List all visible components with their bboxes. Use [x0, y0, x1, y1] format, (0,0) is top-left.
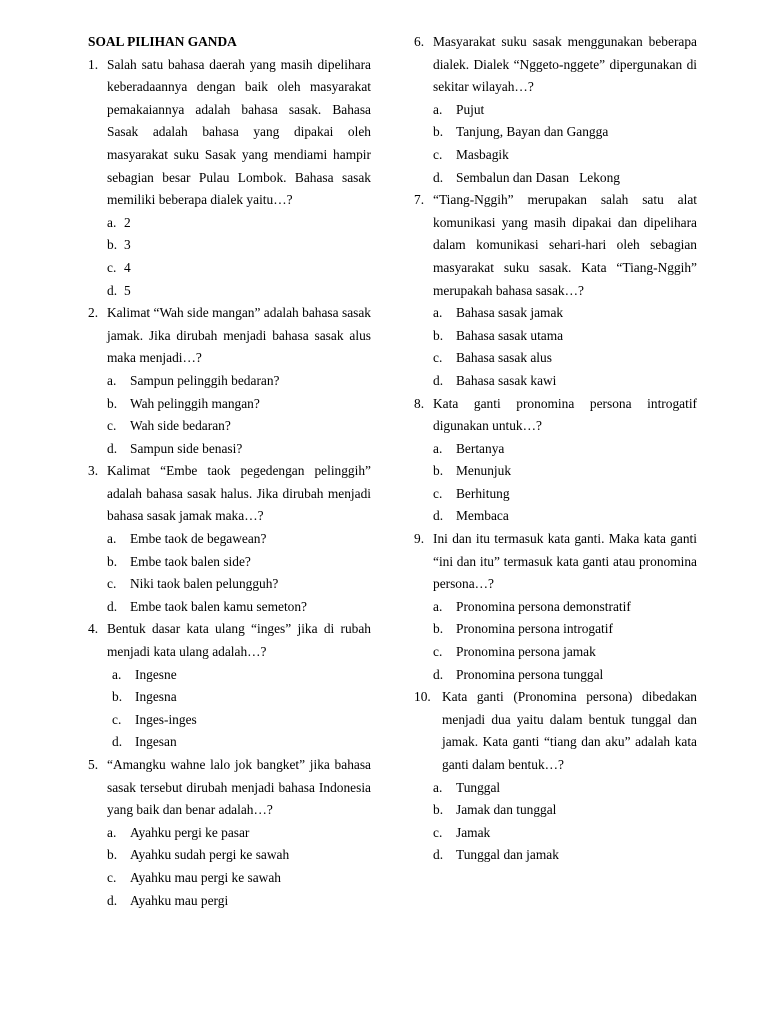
option-text: Tunggal: [456, 779, 501, 795]
question-text: Bentuk dasar kata ulang “inges” jika di rubah menjadi kata ulang adalah…?: [107, 621, 371, 660]
option-letter: c.: [433, 824, 443, 840]
question-text: “Amangku wahne lalo jok bangket” jika bahasa sasak tersebut dirubah menjadi bahasa Indonesia yang baik dan benar adalah…?: [107, 757, 371, 818]
option-letter: b.: [433, 463, 444, 479]
option-text: Ayahku mau pergi ke sawah: [130, 869, 281, 885]
question-10: [414, 686, 697, 776]
question-5: [88, 754, 371, 822]
option-3d: [107, 596, 371, 619]
option-text: Tunggal dan jamak: [456, 847, 559, 863]
option-letter: a.: [433, 305, 443, 321]
option-text: Embe taok balen side?: [130, 553, 251, 569]
option-8b: [433, 460, 697, 483]
option-letter: a.: [107, 214, 117, 230]
option-2b: [107, 393, 371, 416]
option-letter: c.: [433, 485, 443, 501]
question-number: 6.: [414, 34, 425, 49]
option-2d: [107, 438, 371, 461]
option-4a: [112, 664, 371, 687]
option-text: Ingesan: [135, 734, 177, 750]
option-7d: [433, 370, 697, 393]
option-letter: d.: [433, 847, 444, 863]
option-text: Embe taok de begawean?: [130, 531, 267, 547]
question-number: 9.: [414, 531, 425, 547]
option-10d: [433, 844, 697, 867]
option-text: Sembalun dan Dasan Lekong: [456, 169, 620, 185]
question-number: 1.: [88, 56, 99, 72]
option-text: 5: [124, 282, 131, 298]
option-text: Sampun pelinggih bedaran?: [130, 372, 280, 388]
option-4b: [112, 686, 371, 709]
option-letter: d.: [107, 892, 118, 908]
question-6: [414, 31, 697, 99]
option-text: 4: [124, 259, 131, 275]
option-6b: [433, 121, 697, 144]
option-letter: c.: [107, 576, 117, 592]
option-text: Berhitung: [456, 485, 510, 501]
right-column: [414, 31, 697, 867]
option-4d: [112, 731, 371, 754]
option-text: Ayahku mau pergi: [130, 892, 229, 908]
option-text: 3: [124, 237, 131, 253]
option-letter: c.: [107, 259, 117, 275]
option-text: Pronomina persona jamak: [456, 644, 596, 660]
option-text: Bahasa sasak jamak: [456, 305, 564, 321]
option-8a: [433, 438, 697, 461]
option-letter: b.: [107, 553, 118, 569]
question-9: [414, 528, 697, 596]
question-3: [88, 460, 371, 528]
option-text: Bertanya: [456, 440, 505, 456]
option-text: Pronomina persona introgatif: [456, 621, 613, 637]
option-letter: a.: [433, 440, 443, 456]
option-text: Ayahku pergi ke pasar: [130, 824, 250, 840]
question-text: Kata ganti (Pronomina persona) dibedakan menjadi dua yaitu dalam bentuk tunggal dan jamak. Kata ganti “tiang dan aku” adalah kata ganti dalam bentuk…?: [442, 689, 697, 772]
option-letter: c.: [433, 350, 443, 366]
question-2: [88, 302, 371, 370]
option-text: Wah side bedaran?: [130, 418, 231, 434]
option-8d: [433, 505, 697, 528]
option-10a: [433, 777, 697, 800]
option-text: Embe taok balen kamu semeton?: [130, 598, 307, 614]
option-letter: c.: [107, 418, 117, 434]
option-text: Jamak: [456, 824, 491, 840]
option-letter: c.: [433, 644, 443, 660]
option-letter: b.: [433, 802, 444, 818]
option-9c: [433, 641, 697, 664]
question-text: Salah satu bahasa daerah yang masih dipelihara keberadaannya dengan baik oleh masyarakat pemakaiannya adalah bahasa sasak. Bahasa Sasak adalah bahasa yang dipakai oleh masyarakat suku Sasak yang mendiami hampir sebagian besar Pulau Lombok. Bahasa sasak memiliki beberapa dialek yaitu…?: [107, 56, 371, 208]
option-text: Inges-inges: [135, 711, 197, 727]
question-text: “Tiang-Nggih” merupakan salah satu alat komunikasi yang masih dipakai dan dipelihara dalam komunikasi sehari-hari oleh sebagian masyarakat suku sasak. Kata “Tiang-Nggih” merupakah bahasa sasak…?: [433, 192, 697, 298]
option-3b: [107, 551, 371, 574]
option-9a: [433, 596, 697, 619]
option-5c: [107, 867, 371, 890]
option-3a: [107, 528, 371, 551]
option-letter: c.: [112, 711, 122, 727]
option-letter: b.: [433, 124, 444, 140]
question-number: 2.: [88, 305, 99, 321]
question-number: 3.: [88, 463, 99, 479]
question-text: Kalimat “Embe taok pegedengan pelinggih” adalah bahasa sasak halus. Jika dirubah menjadi bahasa sasak jamak maka…?: [107, 463, 371, 524]
option-5b: [107, 844, 371, 867]
option-7c: [433, 347, 697, 370]
option-1d: [107, 280, 371, 303]
option-text: Bahasa sasak alus: [456, 350, 552, 366]
option-6a: [433, 99, 697, 122]
question-number: 10.: [414, 689, 431, 705]
option-text: Membaca: [456, 508, 509, 524]
option-text: Niki taok balen pelungguh?: [130, 576, 279, 592]
option-letter: d.: [107, 598, 118, 614]
option-text: Wah pelinggih mangan?: [130, 395, 260, 411]
option-letter: a.: [433, 101, 443, 117]
option-7a: [433, 302, 697, 325]
question-text: Kalimat “Wah side mangan” adalah bahasa sasak jamak. Jika dirubah menjadi bahasa sasak alus maka menjadi…?: [107, 305, 371, 366]
option-9d: [433, 664, 697, 687]
option-5d: [107, 890, 371, 913]
option-letter: a.: [107, 824, 117, 840]
option-1b: [107, 234, 371, 257]
option-text: Tanjung, Bayan dan Gangga: [456, 124, 609, 140]
option-letter: b.: [433, 621, 444, 637]
option-letter: d.: [107, 282, 118, 298]
option-6c: [433, 144, 697, 167]
option-text: 2: [124, 214, 131, 230]
option-letter: d.: [433, 169, 444, 185]
option-text: Ayahku sudah pergi ke sawah: [130, 847, 290, 863]
option-6d: [433, 167, 697, 190]
option-9b: [433, 618, 697, 641]
option-letter: b.: [107, 395, 118, 411]
option-2c: [107, 415, 371, 438]
question-text: Ini dan itu termasuk kata ganti. Maka kata ganti “ini dan itu” termasuk kata ganti atau pronomina persona…?: [433, 531, 697, 592]
question-number: 4.: [88, 621, 99, 637]
option-letter: a.: [107, 531, 117, 547]
option-letter: b.: [107, 847, 118, 863]
option-5a: [107, 822, 371, 845]
question-1: [88, 54, 371, 212]
option-10b: [433, 799, 697, 822]
option-text: Bahasa sasak utama: [456, 327, 564, 343]
option-1a: [107, 212, 371, 235]
left-column: [88, 31, 371, 912]
option-letter: d.: [433, 508, 444, 524]
option-letter: b.: [433, 327, 444, 343]
option-letter: d.: [107, 440, 118, 456]
option-8c: [433, 483, 697, 506]
option-2a: [107, 370, 371, 393]
option-letter: a.: [433, 598, 443, 614]
option-letter: c.: [107, 869, 117, 885]
option-text: Ingesna: [135, 689, 177, 705]
option-text: Ingesne: [135, 666, 177, 682]
option-letter: a.: [433, 779, 443, 795]
option-text: Jamak dan tunggal: [456, 802, 557, 818]
option-text: Masbagik: [456, 146, 509, 162]
option-letter: d.: [112, 734, 123, 750]
page-title: SOAL PILIHAN GANDA: [88, 34, 237, 49]
option-text: Pujut: [456, 101, 485, 117]
option-7b: [433, 325, 697, 348]
question-number: 5.: [88, 757, 99, 772]
option-letter: b.: [107, 237, 118, 253]
option-text: Sampun side benasi?: [130, 440, 243, 456]
question-7: [414, 189, 697, 302]
option-letter: c.: [433, 146, 443, 162]
option-letter: b.: [112, 689, 123, 705]
question-text: Kata ganti pronomina persona introgatif digunakan untuk…?: [433, 395, 697, 434]
option-letter: a.: [112, 666, 122, 682]
option-text: Pronomina persona tunggal: [456, 666, 604, 682]
option-3c: [107, 573, 371, 596]
question-4: [88, 618, 371, 663]
option-4c: [112, 709, 371, 732]
option-letter: d.: [433, 666, 444, 682]
option-letter: d.: [433, 372, 444, 388]
question-number: 8.: [414, 395, 425, 411]
option-letter: a.: [107, 372, 117, 388]
question-8: [414, 393, 697, 438]
option-text: Bahasa sasak kawi: [456, 372, 557, 388]
question-text: Masyarakat suku sasak menggunakan beberapa dialek. Dialek “Nggeto-nggete” dipergunakan di sekitar wilayah…?: [433, 34, 697, 95]
option-10c: [433, 822, 697, 845]
option-text: Pronomina persona demonstratif: [456, 598, 631, 614]
option-1c: [107, 257, 371, 280]
option-text: Menunjuk: [456, 463, 512, 479]
question-number: 7.: [414, 192, 425, 208]
